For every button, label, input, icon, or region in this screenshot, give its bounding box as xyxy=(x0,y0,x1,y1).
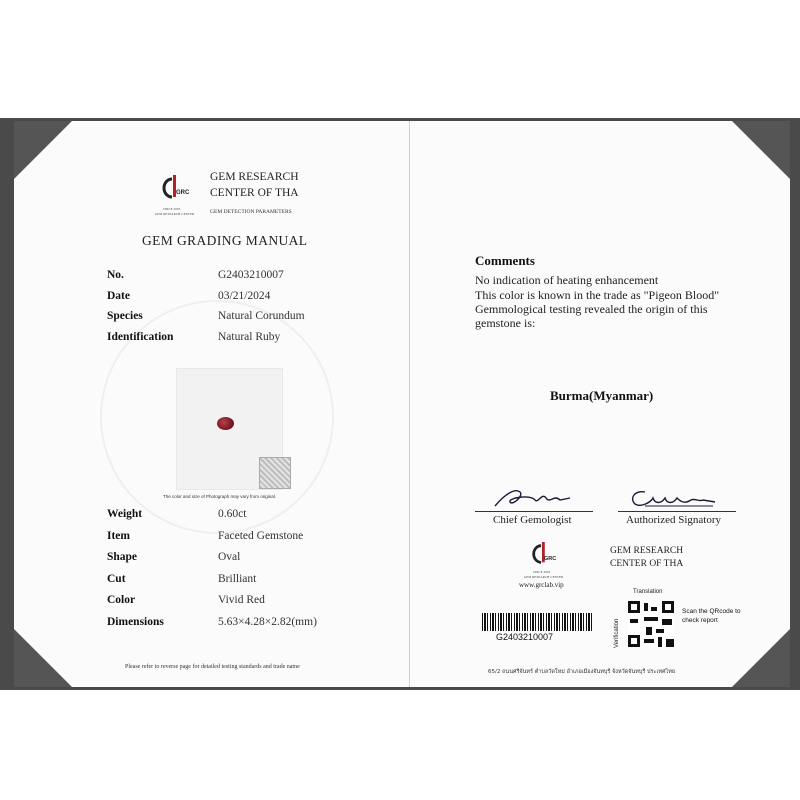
qr-module xyxy=(630,619,638,623)
field-value-identification: Natural Ruby xyxy=(218,331,281,343)
qr-instructions: Scan the QRcode to check report xyxy=(682,608,741,624)
qr-code[interactable] xyxy=(628,601,674,647)
barcode xyxy=(482,613,592,631)
field-label-cut: Cut xyxy=(107,573,126,585)
gemstone-photo xyxy=(176,368,283,490)
qr-module xyxy=(666,639,674,647)
field-value-color: Vivid Red xyxy=(218,594,265,606)
qr-finder-inner xyxy=(631,638,637,644)
qr-module xyxy=(644,603,648,611)
logo-monogram: GRC xyxy=(176,190,190,196)
org-subtitle: GEM DETECTION PARAMETERS xyxy=(210,209,292,215)
page-fold xyxy=(409,121,410,687)
field-value-cut: Brilliant xyxy=(218,573,257,585)
authorized-signatory-label: Authorized Signatory xyxy=(626,514,722,526)
field-label-color: Color xyxy=(107,594,136,606)
chief-gemologist-label: Chief Gemologist xyxy=(493,514,572,526)
hologram-sticker xyxy=(259,457,291,489)
field-value-number: G2403210007 xyxy=(218,269,284,281)
field-label-number: No. xyxy=(107,269,124,281)
grc-logo-icon xyxy=(530,540,557,568)
comments-heading: Comments xyxy=(475,253,535,268)
gemstone-origin: Burma(Myanmar) xyxy=(550,388,654,403)
grc-logo-icon xyxy=(160,173,186,203)
reverse-page-note: Please refer to reverse page for detailed testing standards and trade name xyxy=(125,664,300,670)
qr-verification-label: Verification xyxy=(614,618,620,648)
field-value-item: Faceted Gemstone xyxy=(218,530,304,542)
authorized-signatory-signature xyxy=(625,484,720,512)
logo-center: GEM RESEARCH CENTER xyxy=(524,575,564,579)
org-name-line2: CENTER OF THA xyxy=(610,559,684,569)
website-url: www.grclab.vip xyxy=(519,581,564,589)
chief-gemologist-signature xyxy=(490,484,575,512)
corner-tab xyxy=(14,629,72,687)
document-title: GEM GRADING MANUAL xyxy=(142,233,308,248)
field-value-dimensions: 5.63×4.28×2.82(mm) xyxy=(218,616,317,628)
qr-module xyxy=(651,607,657,611)
photo-caption: The color and size of Photograph may vary from original. xyxy=(163,494,277,499)
barcode-number: G2403210007 xyxy=(496,632,554,642)
field-value-shape: Oval xyxy=(218,551,241,563)
qr-translation-label: Translation xyxy=(633,589,663,595)
qr-module xyxy=(658,637,662,647)
logo-since: SINCE 2005 xyxy=(163,207,181,211)
qr-finder-inner xyxy=(665,604,671,610)
field-label-species: Species xyxy=(107,310,143,322)
comment-line: No indication of heating enhancement xyxy=(475,273,659,287)
qr-module xyxy=(656,629,664,633)
qr-module xyxy=(662,619,672,625)
qr-module xyxy=(646,627,652,635)
qr-finder-inner xyxy=(631,604,637,610)
logo-since: SINCE 2005 xyxy=(533,570,551,574)
field-label-date: Date xyxy=(107,290,130,302)
field-value-date: 03/21/2024 xyxy=(218,290,271,302)
signature-line xyxy=(475,511,593,512)
comment-line: Gemmological testing revealed the origin of this xyxy=(475,302,708,316)
field-value-species: Natural Corundum xyxy=(218,310,305,322)
field-label-weight: Weight xyxy=(107,508,143,520)
qr-module xyxy=(644,617,658,621)
org-name-line1: GEM RESEARCH xyxy=(210,171,299,183)
corner-tab xyxy=(732,629,790,687)
comment-line: This color is known in the trade as "Pigeon Blood" xyxy=(475,288,720,302)
field-label-dimensions: Dimensions xyxy=(107,616,164,628)
right-page xyxy=(410,121,790,687)
signature-line xyxy=(618,511,736,512)
corner-tab xyxy=(732,121,790,179)
field-label-shape: Shape xyxy=(107,551,138,563)
org-name-line2: CENTER OF THA xyxy=(210,187,299,199)
lab-address: 65/2 ถนนศรีจันทร์ ตำบลวัดใหม่ อำเภอเมืองจันทบุรี จังหวัดจันทบุรี ประเทศไทย xyxy=(488,669,676,675)
field-label-item: Item xyxy=(107,530,130,542)
logo-monogram: GRC xyxy=(544,556,557,562)
field-value-weight: 0.60ct xyxy=(218,508,247,520)
corner-tab xyxy=(14,121,72,179)
logo-center: GEM RESEARCH CENTER xyxy=(155,212,195,216)
field-label-identification: Identification xyxy=(107,331,174,343)
ruby-gemstone xyxy=(217,417,234,430)
comment-line: gemstone is: xyxy=(475,316,536,330)
qr-module xyxy=(644,639,654,643)
org-name-line1: GEM RESEARCH xyxy=(610,546,684,556)
